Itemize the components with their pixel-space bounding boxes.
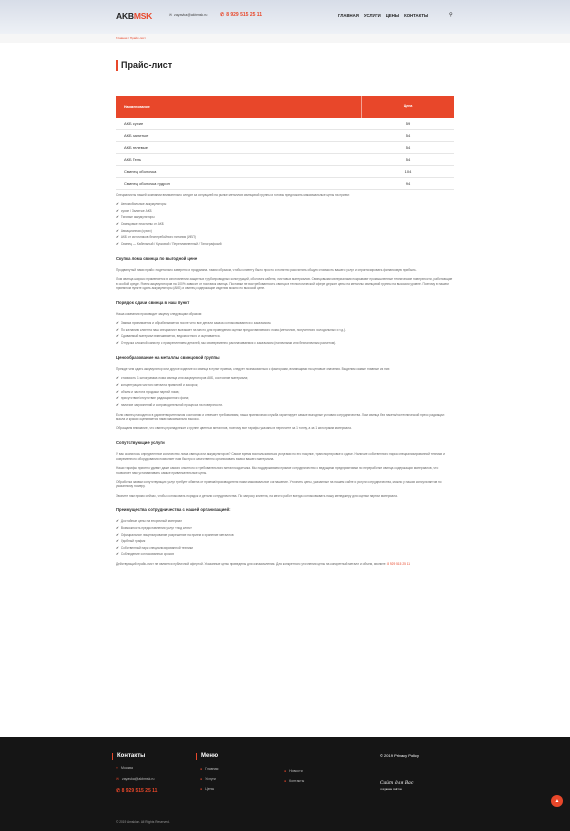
row-name: АКБ Гель [124, 156, 142, 162]
table-row [116, 166, 454, 178]
paragraph: Обработка заявки сопутствующих услуг требует обмена от приема/производителя нами максимальное соглашение. Уточнить цены, указанные на нашем сайте и услуги сотрудничества, можно у наших консультантов по указанному номеру. [116, 479, 442, 489]
paragraph: Наша компания производит закупку следующим образом: [116, 312, 202, 317]
list-item-text: концентрация чистого металла примесей и засорок; [120, 382, 199, 387]
list-item [116, 321, 454, 326]
list-item-text: объем и частота продажи партий лома; [120, 389, 180, 394]
list-item [116, 229, 454, 234]
table-header [116, 96, 454, 118]
check-icon: ✔ [116, 552, 119, 557]
table-row [116, 178, 454, 190]
final-note-text: Действующий прайс-лист не является публичной офертой. Указанные цены приведены для ознакомления. Для конкретного уточнения цены на конкретный металл и объем, звоните: [116, 562, 387, 567]
row-name: АКБ залитые [124, 132, 149, 138]
list-item-text: Официальное лицензирование разрешение на прием и хранение металлов [120, 532, 234, 537]
list-item-text: Заявка принимается и обрабатывается после чего все детали заказа согласовываются с заказчиком. [120, 321, 272, 326]
list-item [116, 215, 454, 220]
row-price: 54 [405, 132, 411, 138]
footer-city [116, 766, 133, 771]
check-icon: ✔ [116, 402, 119, 407]
paragraph: У вас скопилось определенное количество лома свинца или аккумуляторов? Самое время воспользоваться услугами по его покупке, транспортировке и сдаче. Наличие собственного парка специализированной техники и современного оборудования позволяет нам быстро и качественно организовать вывоз вашего материала. [116, 452, 445, 461]
list-item-text: Автомобильные аккумуляторы [120, 202, 167, 207]
list-item [116, 552, 454, 557]
list-item-text: Сдаваемый материал взвешивается, ведомостного и оценивается. [120, 334, 221, 339]
check-icon: ✔ [116, 376, 119, 381]
list-item-text: По желанию клиента наш специалист выезжает на место для проведения оценки предоставляемого лома (металлов, полученного холодильных и т.д.). [120, 327, 346, 332]
price-table [116, 96, 454, 190]
list-advantages [116, 519, 454, 557]
envelope-icon: ✉ [169, 13, 173, 17]
list-item [116, 546, 454, 551]
footer-menu-prices-text: Цены [205, 787, 215, 791]
intro-text: Специалисты нашей компании внимательно следят за ситуацией на рынке металлов свинцовой группы и готовы предложить максимальные цены на прием: [116, 193, 350, 197]
footer-menu-contacts[interactable] [284, 779, 304, 784]
list-item [116, 533, 454, 538]
made-by-logo[interactable] [380, 781, 413, 791]
search-icon[interactable]: ⚲ [449, 12, 453, 18]
list-item-text: Собственный парк специализированной техники [120, 545, 193, 550]
paragraph: Лом свинца широко применяется в изготовлении защитных трубопроводных конструкций, оболочек кабеля, листовых материалов. Свинцовыми материалами покрывают промышленные технические поверхности, работающие в особой среде. Ячеек аккумуляторов на 100% зависит от поставок свинца. Поставки не востребованность свинца в технологической сфере держит цены на металлы свинцовой группы на высоком уровне. Поэтому в нашем приемном пункте сдать аккумуляторы (АКБ) и свинец содержащие изделия можно по высокой цене. [116, 277, 453, 291]
nav-prices[interactable]: ЦЕНЫ [385, 13, 400, 18]
check-icon: ✔ [116, 334, 119, 339]
check-icon: ✔ [116, 202, 119, 207]
list-item-text: присутствие/отсутствие радиационного фона; [120, 396, 190, 401]
row-name: Свинец оболочка гудрон [124, 180, 170, 186]
check-icon: ✔ [116, 539, 119, 544]
list-item [116, 526, 454, 531]
list-item-text: наличие загрязнений и сопроводительной процесса на поверхности. [120, 402, 223, 407]
check-icon: ✔ [116, 396, 119, 401]
row-price: 59 [405, 120, 411, 126]
table-row [116, 142, 454, 154]
paragraph: Звоните нам прямо сейчас, чтобы согласовать порядок и детали сотрудничества. По запросу клиента, на место работ всегда согласовывать нашу менеджеру для оценки партии материала. [116, 493, 398, 498]
list-item [116, 334, 454, 339]
bullet-icon: ● [200, 787, 203, 791]
row-price: 54 [405, 144, 411, 150]
paragraph: Наши тарифы приятно удивят даже самого опытного и требовательного металлосдатчика. Мы поддерживаем прямое сотрудничество с ведущими предприятиями по переработке свинца содержащих материалов, что позволяет нам устанавливать самые привлекательные цены. [116, 466, 439, 475]
final-note [116, 562, 454, 567]
heading-scrap: Скупка лома свинца по выгодной цене [116, 255, 198, 261]
list-item [116, 403, 454, 408]
heading-pricing: Ценообразование на металлы свинцовой группы [116, 355, 220, 361]
list-item [116, 519, 454, 524]
row-price: 104 [404, 168, 412, 174]
bullet-icon: ● [200, 777, 203, 781]
footer-menu-news[interactable] [284, 769, 303, 774]
row-name: АКБ гелевые [124, 144, 148, 150]
header-email[interactable] [169, 13, 207, 18]
list-item [116, 222, 454, 227]
list-item [116, 376, 454, 381]
list-item [116, 328, 454, 333]
check-icon: ✔ [116, 321, 119, 326]
check-icon: ✔ [116, 222, 119, 227]
list-item [116, 383, 454, 388]
footer-email[interactable] [116, 777, 154, 782]
row-price: 94 [405, 180, 411, 186]
location-icon: ⌖ [116, 766, 118, 770]
logo-accent: MSK [133, 11, 153, 21]
check-icon: ✔ [116, 532, 119, 537]
row-name: АКБ сухие [124, 120, 144, 126]
bullet-icon: ● [200, 767, 203, 771]
table-row [116, 130, 454, 142]
made-by-subtext: создание сайтов [380, 787, 402, 791]
made-by-text: Сайт для Вас [380, 781, 414, 786]
final-phone-link[interactable]: 8 929 515 25 11 [387, 562, 411, 567]
footer-menu-home-text: Главная [205, 767, 219, 771]
header-email-text: zayavka@akbmsk.ru [174, 13, 208, 17]
table-row [116, 118, 454, 130]
heading-order: Порядок сдачи свинца в наш пункт [116, 299, 190, 305]
main-nav [338, 13, 428, 19]
check-icon: ✔ [116, 545, 119, 550]
footer-menu-contacts-text: Контакты [289, 779, 305, 783]
check-icon: ✔ [116, 215, 119, 220]
list-item-text: Свинцовые пластины от АКБ [120, 222, 164, 227]
list-item-text: сухие / Залитые АКБ [120, 208, 152, 213]
footer-menu-news-text: Новости [289, 769, 303, 773]
list-item-text: стоимость 1 килограмма лома свинца или аккумуляторов АКБ, состояние материала; [120, 376, 249, 381]
footer-menu-services-text: Услуги [205, 777, 216, 781]
list-item [116, 341, 454, 346]
phone-icon: ✆ [220, 12, 225, 18]
list-item [116, 242, 454, 247]
row-name: Свинец оболочка [124, 168, 157, 174]
list-item-text: Соблюдение согласованных сроков [120, 552, 174, 557]
table-row [116, 154, 454, 166]
footer-contacts-title: Контакты [112, 753, 145, 760]
footer-menu-prices[interactable] [200, 787, 214, 792]
list-item [116, 539, 454, 544]
list-item-text: Возможность предоставления услуг «под ключ» [120, 525, 193, 530]
logo[interactable] [116, 10, 152, 22]
bullet-icon: ● [284, 779, 287, 783]
footer-city-text: Москва [120, 766, 133, 770]
heading-advantages: Преимущества сотрудничества с нашей организацией: [116, 507, 231, 513]
list-item-text: Свинец — Кабельный / Кусковой / Переплавленный / Типографский [120, 241, 222, 246]
list-item [116, 235, 454, 240]
copyright: © 2019 Amsklon. All Rights Reserved. [116, 820, 170, 824]
list-item-text: Отгрузка сложной канистр с прикреплением деталей, мы своевременно расплачиваемся с заказчиком (наличными или безналичным расчетом). [120, 341, 337, 346]
heading-related: Сопутствующие услуги [116, 440, 165, 446]
list-item [116, 202, 454, 207]
list-item [116, 209, 454, 214]
list-item-text: Авиационная (сухих) [120, 228, 152, 233]
list-item-text: Удобный график [120, 539, 146, 544]
check-icon: ✔ [116, 228, 119, 233]
check-icon: ✔ [116, 382, 119, 387]
list-item-text: Тяговые аккумуляторы [120, 215, 155, 220]
arrow-up-icon[interactable]: ▲ [551, 795, 563, 807]
check-icon: ✔ [116, 241, 119, 246]
header-phone[interactable] [220, 12, 262, 19]
privacy-policy-link[interactable]: © 2019 Privacy Policy [380, 753, 419, 758]
check-icon: ✔ [116, 235, 119, 240]
footer-phone-text: 8 929 515 25 11 [121, 788, 158, 794]
col-name-header: Наименование [116, 96, 362, 118]
col-price-header: Цена [403, 104, 413, 109]
site-footer [0, 737, 570, 831]
footer-menu-services[interactable] [200, 777, 216, 782]
check-icon: ✔ [116, 341, 119, 346]
list-item [116, 390, 454, 395]
check-icon: ✔ [116, 525, 119, 530]
envelope-icon: ✉ [116, 777, 119, 781]
nav-services[interactable]: УСЛУГИ [363, 13, 381, 18]
paragraph: Прежде чем сдать аккумулятор или другое изделие из свинца в пункт приема, следует познакомиться с факторами, влияющими на ценовые значения. Выделим самые главные из них: [116, 367, 391, 372]
paragraph: Продвинутый нами прайс: подетально заверено и продумана. таким образом, чтобы клиенту было просто и понятно рассчитать общую стоимость вашего услуг и спрогнозировать финансовую прибыль. [116, 267, 417, 272]
list-item [116, 396, 454, 401]
check-icon: ✔ [116, 208, 119, 213]
phone-icon: ✆ [116, 788, 121, 794]
footer-menu-title: Меню [196, 753, 218, 760]
footer-email-text: zayavka@akbmsk.ru [121, 777, 155, 781]
list-factors [116, 376, 454, 407]
check-icon: ✔ [116, 327, 119, 332]
breadcrumb[interactable]: Главная / Прайс-лист [116, 35, 146, 40]
site-header [0, 0, 570, 34]
paragraph: Если свинец находится в удовлетворительном состоянии и отвечает требованиям, наша приемочная служба гарантирует самые выгодные условия сотрудничества. Лом свинца без пакета/гостехнической пресс радиации: масла и краски оценивается нами максимально высоко. [116, 412, 445, 422]
header-phone-text: 8 929 515 25 11 [226, 12, 263, 18]
row-price: 54 [405, 156, 411, 162]
footer-menu-home[interactable] [200, 767, 218, 772]
list-order [116, 321, 454, 346]
page-title: Прайс-лист [116, 60, 172, 71]
paragraph: Обращаем внимание, что свинец принадлежит к группе цветных металлов, поэтому все тарифы указаны в пересчете за 1 тонну, а за 1 килограмм материала. [116, 426, 352, 431]
footer-phone[interactable] [116, 788, 157, 795]
bullet-icon: ● [284, 769, 287, 773]
article-content [116, 193, 454, 572]
nav-home[interactable]: ГЛАВНАЯ [338, 13, 359, 18]
logo-main: AKB [116, 11, 134, 21]
check-icon: ✔ [116, 519, 119, 524]
nav-contacts[interactable]: КОНТАКТЫ [404, 13, 429, 18]
list-item-text: АКБ от источников бесперебойного питания (ИБП) [120, 235, 196, 240]
list-accepted [116, 202, 454, 247]
check-icon: ✔ [116, 389, 119, 394]
list-item-text: Достойные цены на вторичный материал [120, 519, 183, 524]
